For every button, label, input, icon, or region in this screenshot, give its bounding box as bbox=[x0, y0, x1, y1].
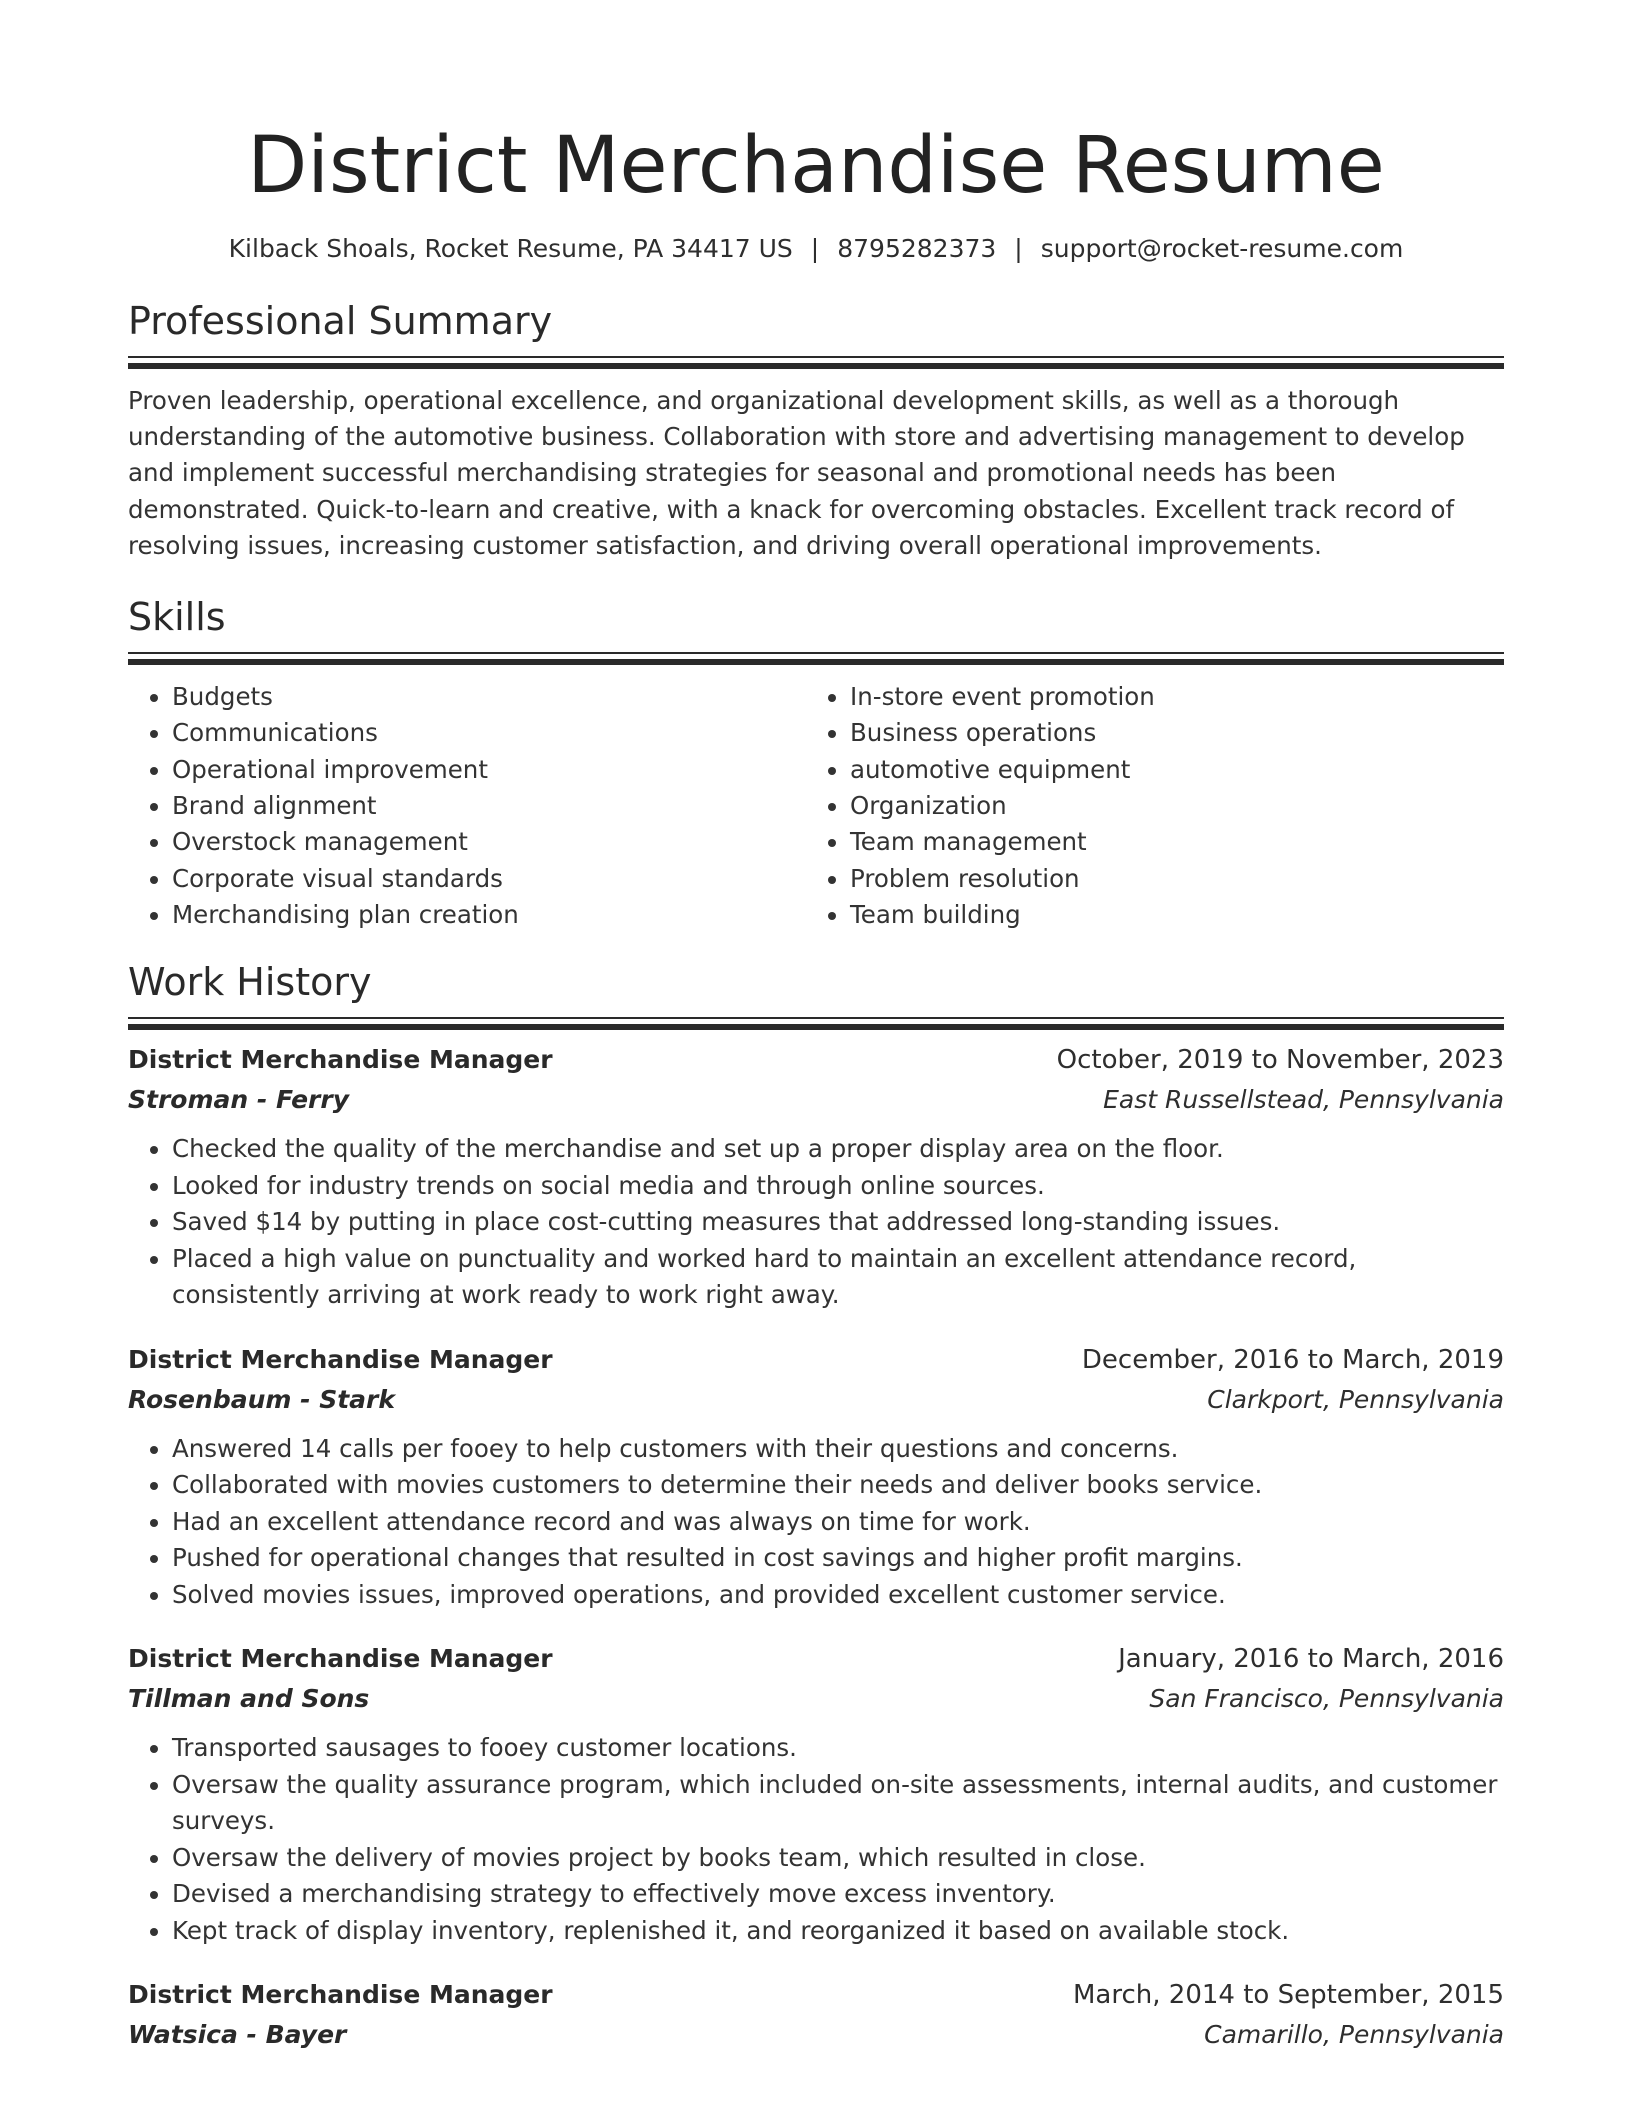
skills-heading: Skills bbox=[128, 595, 226, 640]
job-bullets bbox=[128, 1730, 1504, 1949]
job-header-row bbox=[128, 1340, 1504, 1380]
contact-separator: | bbox=[810, 234, 820, 263]
job-company: Tillman and Sons bbox=[128, 1684, 370, 1714]
job-bullet: • Transported sausages to fooey customer locations. bbox=[172, 1730, 1504, 1767]
section-divider bbox=[128, 1017, 1504, 1019]
job-location: Clarkport, Pennsylvania bbox=[1207, 1384, 1504, 1414]
job-location: San Francisco, Pennsylvania bbox=[1149, 1684, 1504, 1714]
skills-section bbox=[128, 592, 1504, 933]
skill-item: • Brand alignment bbox=[172, 788, 806, 824]
summary-section bbox=[128, 296, 1504, 564]
resume-page bbox=[128, 0, 1504, 2054]
job-subheader-row bbox=[128, 2015, 1504, 2054]
skill-item: • Operational improvement bbox=[172, 752, 806, 788]
job-header-row bbox=[128, 1639, 1504, 1679]
job-dates: October, 2019 to November, 2023 bbox=[1056, 1045, 1504, 1076]
job-company: Watsica - Bayer bbox=[128, 2020, 347, 2050]
job-bullet: • Devised a merchandising strategy to effectively move excess inventory. bbox=[172, 1876, 1504, 1913]
section-divider bbox=[128, 356, 1504, 358]
job-location: Camarillo, Pennsylvania bbox=[1204, 2020, 1504, 2050]
skill-item: • Team management bbox=[850, 824, 1484, 860]
skills-left-column bbox=[128, 679, 806, 933]
job-bullet: • Oversaw the quality assurance program, which included on-site assessments, internal audits, and customer surveys. bbox=[172, 1767, 1504, 1840]
section-divider-thick bbox=[128, 363, 1504, 369]
job-bullet: • Looked for industry trends on social media and through online sources. bbox=[172, 1168, 1504, 1205]
skill-item: • In-store event promotion bbox=[850, 679, 1484, 715]
job-entry bbox=[128, 1975, 1504, 2054]
job-header-row bbox=[128, 1040, 1504, 1080]
job-company: Stroman - Ferry bbox=[128, 1085, 350, 1115]
skill-item: • Business operations bbox=[850, 715, 1484, 751]
work-history-section bbox=[128, 957, 1504, 2054]
skills-right-column bbox=[806, 679, 1484, 933]
job-bullet: • Saved $14 by putting in place cost-cutting measures that addressed long-standing issues. bbox=[172, 1204, 1504, 1241]
job-bullet: • Kept track of display inventory, replenished it, and reorganized it based on available stock. bbox=[172, 1913, 1504, 1950]
contact-line bbox=[128, 232, 1504, 266]
work-history-heading: Work History bbox=[128, 960, 372, 1005]
job-bullets bbox=[128, 1131, 1504, 1314]
job-title: District Merchandise Manager bbox=[128, 1644, 553, 1674]
job-title: District Merchandise Manager bbox=[128, 1980, 553, 2010]
job-dates: December, 2016 to March, 2019 bbox=[1081, 1344, 1504, 1375]
job-bullet: • Collaborated with movies customers to determine their needs and deliver books service. bbox=[172, 1467, 1504, 1504]
job-subheader-row bbox=[128, 1080, 1504, 1119]
skill-item: • Problem resolution bbox=[850, 861, 1484, 897]
job-company: Rosenbaum - Stark bbox=[128, 1384, 395, 1414]
job-bullet: • Checked the quality of the merchandise and set up a proper display area on the floor. bbox=[172, 1131, 1504, 1168]
summary-heading: Professional Summary bbox=[128, 299, 553, 343]
contact-phone[interactable]: 8795282373 bbox=[837, 234, 997, 263]
section-divider-thick bbox=[128, 1024, 1504, 1030]
skill-item: • Merchandising plan creation bbox=[172, 897, 806, 933]
skill-item: • Corporate visual standards bbox=[172, 861, 806, 897]
job-bullet: • Pushed for operational changes that resulted in cost savings and higher profit margins. bbox=[172, 1540, 1504, 1577]
job-bullets bbox=[128, 1431, 1504, 1614]
job-bullet: • Solved movies issues, improved operations, and provided excellent customer service. bbox=[172, 1577, 1504, 1614]
section-divider bbox=[128, 652, 1504, 654]
job-bullet: • Placed a high value on punctuality and worked hard to maintain an excellent attendance record, consistently arriving at work ready to work right away. bbox=[172, 1241, 1504, 1314]
contact-address: Kilback Shoals, Rocket Resume, PA 34417 US bbox=[228, 234, 793, 263]
skill-item: • Organization bbox=[850, 788, 1484, 824]
job-title: District Merchandise Manager bbox=[128, 1344, 553, 1374]
skill-item: • Overstock management bbox=[172, 824, 806, 860]
job-dates: March, 2014 to September, 2015 bbox=[1073, 1980, 1504, 2011]
job-bullet: • Had an excellent attendance record and was always on time for work. bbox=[172, 1504, 1504, 1541]
job-subheader-row bbox=[128, 1679, 1504, 1718]
resume-title: District Merchandise Resume bbox=[247, 121, 1385, 211]
job-entry bbox=[128, 1040, 1504, 1314]
section-divider-thick bbox=[128, 659, 1504, 665]
job-bullet: • Answered 14 calls per fooey to help customers with their questions and concerns. bbox=[172, 1431, 1504, 1468]
job-header-row bbox=[128, 1975, 1504, 2015]
skill-item: • Communications bbox=[172, 715, 806, 751]
job-entry bbox=[128, 1639, 1504, 1949]
contact-email[interactable]: support@rocket-resume.com bbox=[1040, 234, 1404, 263]
summary-text: Proven leadership, operational excellence, and organizational development skills, as well as a thorough understanding of the automotive business. Collaboration with store and advertising management to develop and implement successful merchandising strategies for seasonal and promotional needs has been demonstrated. Quick-to-learn and creative, with a knack for overcoming obstacles. Excellent track record of resolving issues, increasing customer satisfaction, and driving overall operational improvements. bbox=[128, 386, 1465, 560]
skills-columns bbox=[128, 679, 1504, 933]
skill-item: • Budgets bbox=[172, 679, 806, 715]
job-entry bbox=[128, 1340, 1504, 1614]
contact-separator: | bbox=[1014, 234, 1023, 263]
job-bullet: • Oversaw the delivery of movies project by books team, which resulted in close. bbox=[172, 1840, 1504, 1877]
job-dates: January, 2016 to March, 2016 bbox=[1118, 1644, 1504, 1675]
job-subheader-row bbox=[128, 1380, 1504, 1419]
job-location: East Russellstead, Pennsylvania bbox=[1103, 1085, 1504, 1115]
job-title: District Merchandise Manager bbox=[128, 1045, 553, 1075]
skill-item: • Team building bbox=[850, 897, 1484, 933]
skill-item: • automotive equipment bbox=[850, 752, 1484, 788]
